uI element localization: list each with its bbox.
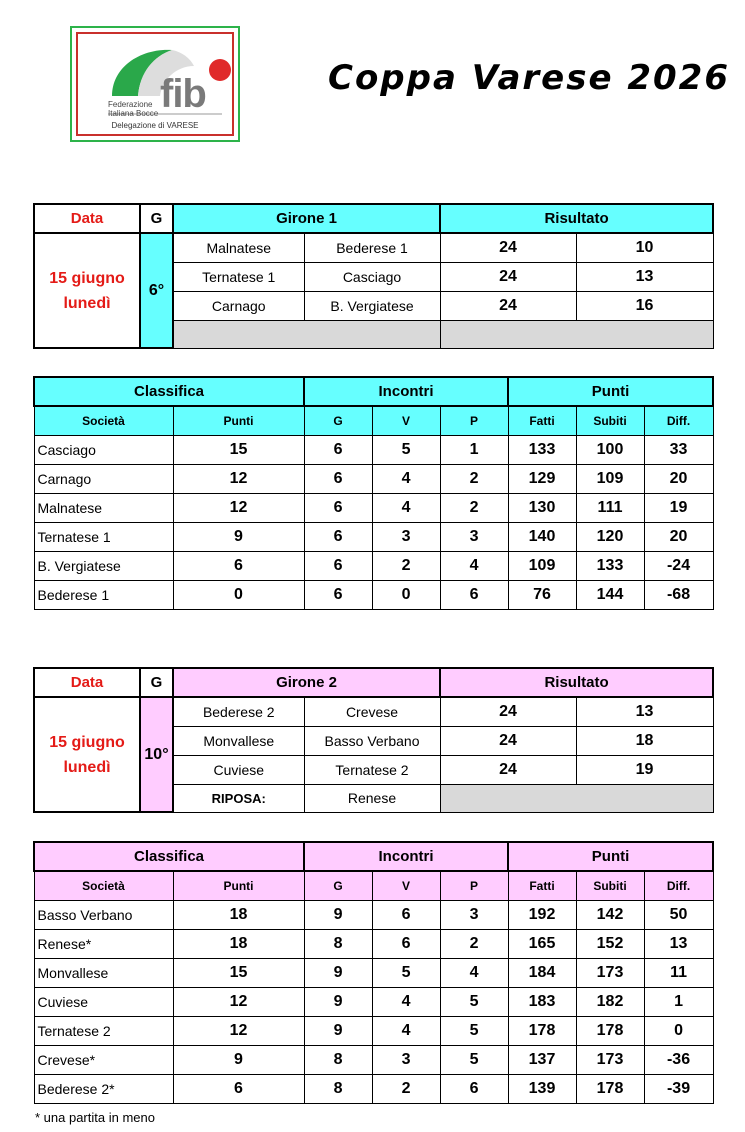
points-for: 165 (508, 929, 576, 958)
away-team: Bederese 1 (304, 233, 440, 262)
team-name: Carnago (34, 464, 173, 493)
standings-row (34, 1074, 713, 1103)
away-team: Crevese (304, 697, 440, 726)
points-diff: 0 (644, 1016, 713, 1045)
col-diff: Diff. (644, 406, 713, 435)
classifica-header: Classifica (34, 377, 304, 406)
giornata-header: G (140, 668, 173, 697)
incontri-header: Incontri (304, 842, 508, 871)
team-name: Ternatese 1 (34, 522, 173, 551)
played: 9 (304, 1016, 372, 1045)
col-v: V (372, 406, 440, 435)
lost: 2 (440, 493, 508, 522)
won: 0 (372, 580, 440, 609)
col-g: G (304, 871, 372, 900)
standings-row (34, 1016, 713, 1045)
col-p: P (440, 406, 508, 435)
girone1-results-table (33, 203, 714, 349)
home-team: Monvallese (173, 726, 304, 755)
lost: 4 (440, 551, 508, 580)
standings-row (34, 464, 713, 493)
fib-logo (70, 26, 240, 142)
away-score: 16 (576, 291, 713, 320)
lost: 1 (440, 435, 508, 464)
played: 9 (304, 900, 372, 929)
result-header: Risultato (440, 668, 713, 697)
home-team: Cuviese (173, 755, 304, 784)
played: 8 (304, 1045, 372, 1074)
played: 8 (304, 929, 372, 958)
team-points: 15 (173, 958, 304, 987)
away-score: 10 (576, 233, 713, 262)
points-for: 76 (508, 580, 576, 609)
points-diff: 20 (644, 522, 713, 551)
col-diff: Diff. (644, 871, 713, 900)
points-against: 120 (576, 522, 644, 551)
team-name: Casciago (34, 435, 173, 464)
result-header: Risultato (440, 204, 713, 233)
col-societa: Società (34, 406, 173, 435)
won: 5 (372, 958, 440, 987)
col-v: V (372, 871, 440, 900)
home-score: 24 (440, 262, 576, 291)
team-name: Crevese* (34, 1045, 173, 1074)
match-date (34, 233, 140, 348)
won: 3 (372, 522, 440, 551)
team-name: Bederese 1 (34, 580, 173, 609)
won: 4 (372, 987, 440, 1016)
lost: 5 (440, 1045, 508, 1074)
lost: 2 (440, 464, 508, 493)
lost: 6 (440, 580, 508, 609)
points-against: 142 (576, 900, 644, 929)
points-diff: -24 (644, 551, 713, 580)
standings-row (34, 958, 713, 987)
won: 6 (372, 929, 440, 958)
home-score: 24 (440, 726, 576, 755)
team-name: Malnatese (34, 493, 173, 522)
home-score: 24 (440, 755, 576, 784)
team-name: Bederese 2* (34, 1074, 173, 1103)
team-points: 9 (173, 1045, 304, 1074)
points-for: 192 (508, 900, 576, 929)
played: 8 (304, 1074, 372, 1103)
lost: 3 (440, 900, 508, 929)
standings-body (34, 435, 713, 609)
col-subiti: Subiti (576, 406, 644, 435)
col-punti: Punti (173, 406, 304, 435)
points-against: 152 (576, 929, 644, 958)
giornata-number: 6° (140, 233, 173, 348)
team-name: Monvallese (34, 958, 173, 987)
away-score: 18 (576, 726, 713, 755)
punti-header: Punti (508, 377, 713, 406)
punti-header: Punti (508, 842, 713, 871)
col-p: P (440, 871, 508, 900)
team-name: B. Vergiatese (34, 551, 173, 580)
team-points: 6 (173, 1074, 304, 1103)
standings-row (34, 493, 713, 522)
home-team: Ternatese 1 (173, 262, 304, 291)
team-points: 9 (173, 522, 304, 551)
standings-row (34, 900, 713, 929)
team-points: 15 (173, 435, 304, 464)
date-line-2: lunedì (63, 294, 111, 312)
points-diff: 1 (644, 987, 713, 1016)
points-for: 137 (508, 1045, 576, 1074)
standings-row (34, 580, 713, 609)
girone2-results-table (33, 667, 714, 813)
points-against: 173 (576, 958, 644, 987)
col-g: G (304, 406, 372, 435)
standings-row (34, 1045, 713, 1074)
points-against: 173 (576, 1045, 644, 1074)
points-against: 178 (576, 1074, 644, 1103)
page-title: Coppa Varese 2026 (328, 58, 730, 98)
team-points: 18 (173, 900, 304, 929)
team-points: 12 (173, 987, 304, 1016)
won: 4 (372, 464, 440, 493)
points-diff: -39 (644, 1074, 713, 1103)
points-against: 144 (576, 580, 644, 609)
played: 6 (304, 551, 372, 580)
points-diff: -36 (644, 1045, 713, 1074)
team-points: 18 (173, 929, 304, 958)
lost: 5 (440, 1016, 508, 1045)
points-diff: 13 (644, 929, 713, 958)
standings-row (34, 435, 713, 464)
team-name: Cuviese (34, 987, 173, 1016)
points-for: 139 (508, 1074, 576, 1103)
logo-delegation-text: Delegazione di VARESE (111, 121, 199, 130)
classifica-header: Classifica (34, 842, 304, 871)
points-for: 130 (508, 493, 576, 522)
date-header: Data (34, 204, 140, 233)
points-diff: 20 (644, 464, 713, 493)
away-score: 19 (576, 755, 713, 784)
points-diff: 50 (644, 900, 713, 929)
girone2-standings-table (33, 841, 714, 1104)
played: 6 (304, 435, 372, 464)
points-against: 100 (576, 435, 644, 464)
col-subiti: Subiti (576, 871, 644, 900)
points-for: 183 (508, 987, 576, 1016)
team-points: 6 (173, 551, 304, 580)
home-team: Malnatese (173, 233, 304, 262)
home-team: Bederese 2 (173, 697, 304, 726)
points-for: 178 (508, 1016, 576, 1045)
date-line-1: 15 giugno (49, 269, 125, 287)
points-diff: 19 (644, 493, 713, 522)
won: 3 (372, 1045, 440, 1074)
away-score: 13 (576, 262, 713, 291)
col-societa: Società (34, 871, 173, 900)
played: 6 (304, 464, 372, 493)
standings-row (34, 987, 713, 1016)
away-team: Ternatese 2 (304, 755, 440, 784)
played: 6 (304, 493, 372, 522)
empty-cell (440, 320, 713, 348)
date-line-2: lunedì (63, 758, 111, 776)
standings-body (34, 900, 713, 1103)
home-score: 24 (440, 697, 576, 726)
team-points: 12 (173, 464, 304, 493)
team-points: 12 (173, 1016, 304, 1045)
won: 4 (372, 1016, 440, 1045)
points-diff: 33 (644, 435, 713, 464)
team-points: 0 (173, 580, 304, 609)
points-for: 133 (508, 435, 576, 464)
empty-cell (173, 320, 440, 348)
riposa-team: Renese (304, 784, 440, 812)
away-team: Basso Verbano (304, 726, 440, 755)
standings-row (34, 522, 713, 551)
col-punti: Punti (173, 871, 304, 900)
empty-cell (440, 784, 713, 812)
footnote: * una partita in meno (35, 1110, 155, 1125)
points-against: 178 (576, 1016, 644, 1045)
date-header: Data (34, 668, 140, 697)
points-for: 140 (508, 522, 576, 551)
points-diff: 11 (644, 958, 713, 987)
played: 6 (304, 580, 372, 609)
won: 6 (372, 900, 440, 929)
points-against: 133 (576, 551, 644, 580)
points-for: 184 (508, 958, 576, 987)
incontri-header: Incontri (304, 377, 508, 406)
away-team: B. Vergiatese (304, 291, 440, 320)
points-against: 182 (576, 987, 644, 1016)
points-against: 109 (576, 464, 644, 493)
lost: 6 (440, 1074, 508, 1103)
logo-fib-text: fib (160, 72, 206, 116)
col-fatti: Fatti (508, 871, 576, 900)
date-line-1: 15 giugno (49, 733, 125, 751)
won: 2 (372, 1074, 440, 1103)
team-name: Renese* (34, 929, 173, 958)
giornata-number: 10° (140, 697, 173, 812)
won: 2 (372, 551, 440, 580)
home-score: 24 (440, 291, 576, 320)
girone-name: Girone 1 (173, 204, 440, 233)
home-score: 24 (440, 233, 576, 262)
riposa-label: RIPOSA: (173, 784, 304, 812)
points-for: 129 (508, 464, 576, 493)
lost: 4 (440, 958, 508, 987)
girone-name: Girone 2 (173, 668, 440, 697)
lost: 5 (440, 987, 508, 1016)
col-fatti: Fatti (508, 406, 576, 435)
lost: 3 (440, 522, 508, 551)
logo-federation-text: Federazione Italiana Bocce (108, 100, 159, 118)
team-points: 12 (173, 493, 304, 522)
won: 4 (372, 493, 440, 522)
lost: 2 (440, 929, 508, 958)
played: 9 (304, 958, 372, 987)
home-team: Carnago (173, 291, 304, 320)
points-for: 109 (508, 551, 576, 580)
played: 6 (304, 522, 372, 551)
team-name: Basso Verbano (34, 900, 173, 929)
points-diff: -68 (644, 580, 713, 609)
points-against: 111 (576, 493, 644, 522)
away-team: Casciago (304, 262, 440, 291)
giornata-header: G (140, 204, 173, 233)
girone1-standings-table (33, 376, 714, 610)
standings-row (34, 929, 713, 958)
played: 9 (304, 987, 372, 1016)
standings-row (34, 551, 713, 580)
won: 5 (372, 435, 440, 464)
team-name: Ternatese 2 (34, 1016, 173, 1045)
away-score: 13 (576, 697, 713, 726)
match-date (34, 697, 140, 812)
